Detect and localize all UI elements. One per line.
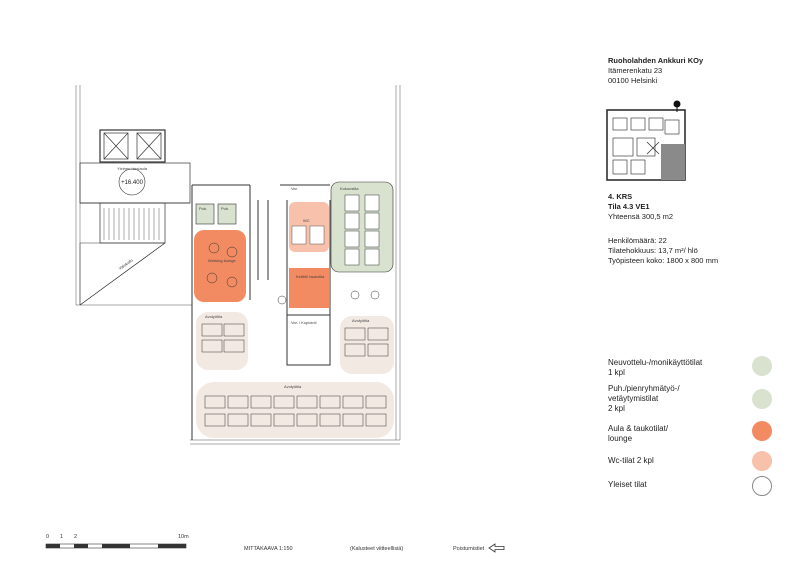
hall-label: Yleinen hissiaula bbox=[116, 166, 148, 171]
scale-tick-0: 0 bbox=[46, 534, 50, 540]
legend-item-common: Yleiset tilat bbox=[608, 480, 647, 489]
phone-label-2: Puh. bbox=[221, 206, 230, 211]
legend-swatch-meeting bbox=[752, 356, 772, 376]
legend-item-lounge: Aula & taukotilat/ lounge bbox=[608, 424, 669, 443]
lounge-label: Working lounge bbox=[208, 258, 236, 263]
floor-space: Tila 4.3 VE1 bbox=[608, 202, 650, 211]
legend-swatch-common bbox=[752, 476, 772, 496]
property-street: Itämerenkatu 23 bbox=[608, 66, 663, 75]
phone-label-1: Puh. bbox=[199, 206, 208, 211]
working-lounge-zone bbox=[194, 230, 246, 302]
scale-label: MITTAKAAVA 1:150 bbox=[244, 546, 293, 552]
legend-item-wc: Wc-tilat 2 kpl bbox=[608, 456, 654, 465]
floor-total-area: Yhteensä 300,5 m2 bbox=[608, 212, 674, 221]
legend-swatch-lounge bbox=[752, 421, 772, 441]
legend-item-meeting: Neuvottelu-/monikäyttötilat 1 kpl bbox=[608, 358, 703, 377]
exit-arrow-icon bbox=[488, 543, 506, 553]
scale-tick-10m: 10m bbox=[178, 534, 189, 540]
open-office-label-3: Avotyötila bbox=[284, 384, 302, 389]
open-office-label-1: Avotyötila bbox=[205, 314, 223, 319]
wc-label: WC bbox=[303, 218, 310, 223]
open-office-label-2: Avotyötila bbox=[352, 318, 370, 323]
furniture-note: (Kalusteet viitteellisiä) bbox=[350, 546, 404, 552]
meeting-label: Kokoustila bbox=[340, 186, 359, 191]
floor-level: 4. KRS bbox=[608, 192, 633, 201]
legend-swatch-wc bbox=[752, 451, 772, 471]
kitchen-label: Keittiö/ taukotila bbox=[296, 274, 325, 279]
elevator-core bbox=[80, 130, 190, 305]
storage-label: Var. bbox=[291, 186, 298, 191]
people-count: Henkilömäärä: 22 bbox=[608, 236, 667, 245]
space-efficiency: Tilatehokkuus: 13,7 m²/ hlö bbox=[608, 246, 698, 255]
scale-tick-2: 2 bbox=[74, 534, 78, 540]
property-postal: 00100 Helsinki bbox=[608, 76, 658, 85]
open-office-zone-3 bbox=[196, 382, 394, 438]
scale-tick-1: 1 bbox=[60, 534, 64, 540]
key-plan bbox=[603, 98, 689, 184]
exit-label: Poistumistiet bbox=[453, 546, 485, 552]
legend-item-phone: Puh./pienryhmätyö-/ vetäytymistilat 2 kpl bbox=[608, 384, 680, 413]
elevation-label: +16.400 bbox=[121, 180, 143, 186]
scale-bar bbox=[44, 540, 194, 552]
floor-info bbox=[608, 192, 673, 222]
open-office-zone-2 bbox=[340, 316, 394, 374]
legend-swatch-phone bbox=[752, 389, 772, 409]
property-info bbox=[608, 56, 703, 86]
stair-label: Valokuilu bbox=[117, 257, 134, 271]
meeting-room-zone bbox=[331, 182, 393, 272]
occupancy-info bbox=[608, 236, 718, 266]
north-marker-icon bbox=[674, 101, 681, 108]
workstation-size: Työpisteen koko: 1800 x 800 mm bbox=[608, 256, 719, 265]
utility-label: Var. / Kopiointi bbox=[291, 320, 317, 325]
property-name: Ruoholahden Ankkuri KOy bbox=[608, 56, 704, 65]
